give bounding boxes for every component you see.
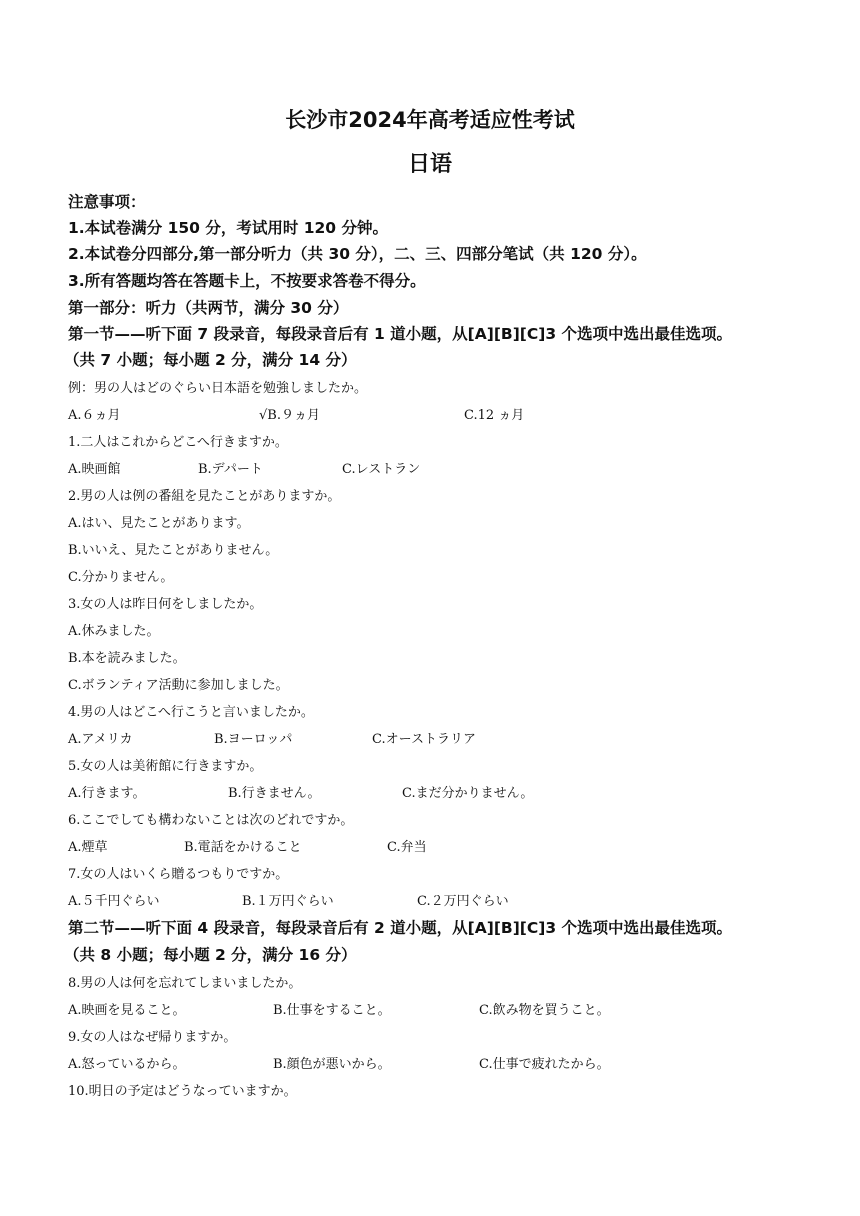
q4-option-c: C.オーストラリア [372, 732, 476, 747]
note-item: 3.所有答题均答在答题卡上，不按要求答卷不得分。 [68, 272, 426, 290]
q8-option-b: B.仕事をすること。 [273, 1003, 391, 1018]
part1-heading: 第一部分：听力（共两节，满分 30 分） [68, 299, 349, 317]
section1-scoring: （共 7 小题；每小题 2 分，满分 14 分） [64, 351, 357, 369]
question-4: 4.男の人はどこへ行こうと言いましたか。 [68, 705, 314, 720]
section1-instructions: 第一节——听下面 7 段录音，每段录音后有 1 道小题，从[A][B][C]3 个选项中选出最佳选项。 [68, 325, 733, 343]
question-9: 9.女の人はなぜ帰りますか。 [68, 1030, 237, 1045]
section2-instructions: 第二节——听下面 4 段录音，每段录音后有 2 道小题，从[A][B][C]3 个选项中选出最佳选项。 [68, 919, 733, 937]
question-2: 2.男の人は例の番組を見たことがありますか。 [68, 489, 341, 504]
q8-option-a: A.映画を見ること。 [68, 1003, 186, 1018]
q4-option-b: B.ヨーロッパ [214, 732, 293, 747]
subject-title: 日语 [407, 152, 452, 177]
q6-option-b: B.電話をかけること [184, 840, 302, 855]
example-option-b: √B.９ヵ月 [259, 408, 320, 423]
q6-option-c: C.弁当 [387, 840, 427, 855]
exam-title: 长沙市2024年高考适应性考试 [285, 108, 575, 132]
q1-option-c: C.レストラン [342, 462, 421, 477]
q7-option-c: C.２万円ぐらい [417, 894, 509, 909]
example-option-c: C.12 ヵ月 [464, 408, 525, 423]
question-1: 1.二人はこれからどこへ行きますか。 [68, 435, 288, 450]
q5-option-b: B.行きません。 [228, 786, 321, 801]
example-question: 例：男の人はどのぐらい日本語を勉強しましたか。 [68, 381, 368, 396]
section2-scoring: （共 8 小题；每小题 2 分，满分 16 分） [64, 946, 357, 964]
note-item: 1.本试卷满分 150 分，考试用时 120 分钟。 [68, 219, 388, 237]
question-10: 10.明日の予定はどうなっていますか。 [68, 1084, 297, 1099]
note-item: 2.本试卷分四部分,第一部分听力（共 30 分），二、三、四部分笔试（共 120 分）。 [68, 245, 647, 263]
q4-option-a: A.アメリカ [68, 732, 133, 747]
q7-option-b: B.１万円ぐらい [242, 894, 334, 909]
question-5: 5.女の人は美術館に行きますか。 [68, 759, 263, 774]
q1-option-b: B.デパート [198, 462, 263, 477]
q5-option-c: C.まだ分かりません。 [402, 786, 534, 801]
q1-option-a: A.映画館 [68, 462, 121, 477]
q2-option-b: B.いいえ、見たことがありません。 [68, 543, 279, 558]
question-8: 8.男の人は何を忘れてしまいましたか。 [68, 976, 302, 991]
q3-option-b: B.本を読みました。 [68, 651, 186, 666]
q5-option-a: A.行きます。 [68, 786, 146, 801]
question-6: 6.ここでしても構わないことは次のどれですか。 [68, 813, 354, 828]
q9-option-b: B.顔色が悪いから。 [273, 1057, 391, 1072]
q7-option-a: A.５千円ぐらい [68, 894, 160, 909]
q9-option-a: A.怒っているから。 [68, 1057, 186, 1072]
notes-heading: 注意事项： [68, 193, 146, 211]
q3-option-c: C.ボランティア活動に参加しました。 [68, 678, 289, 693]
q3-option-a: A.休みました。 [68, 624, 160, 639]
question-3: 3.女の人は昨日何をしましたか。 [68, 597, 263, 612]
q2-option-a: A.はい、見たことがあります。 [68, 516, 250, 531]
example-option-a: A.６ヵ月 [68, 408, 121, 423]
q8-option-c: C.飲み物を買うこと。 [479, 1003, 610, 1018]
q6-option-a: A.煙草 [68, 840, 108, 855]
question-7: 7.女の人はいくら贈るつもりですか。 [68, 867, 289, 882]
q9-option-c: C.仕事で疲れたから。 [479, 1057, 610, 1072]
q2-option-c: C.分かりません。 [68, 570, 174, 585]
